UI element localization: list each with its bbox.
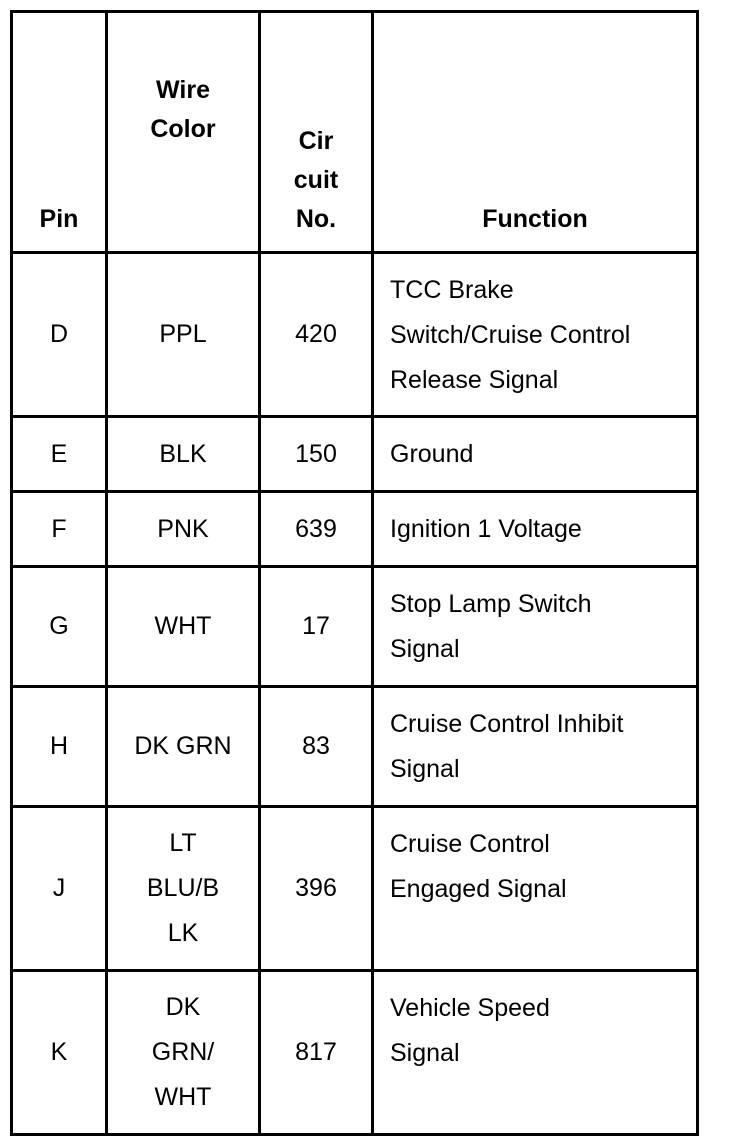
function-cell bbox=[373, 492, 698, 567]
wire-color-cell bbox=[107, 807, 260, 971]
wire-color-cell bbox=[107, 971, 260, 1135]
table-row bbox=[12, 492, 698, 567]
header-function-label: Function bbox=[482, 205, 588, 233]
wire-color-line: DK GRN bbox=[134, 732, 232, 760]
function-line: Vehicle Speed bbox=[390, 994, 550, 1022]
table-row bbox=[12, 417, 698, 492]
wire-color-cell bbox=[107, 567, 260, 687]
function-line: Switch/Cruise Control bbox=[390, 321, 631, 349]
wire-color-cell bbox=[107, 687, 260, 807]
header-function bbox=[373, 12, 698, 253]
header-circuit-number bbox=[260, 12, 373, 253]
function-line: Signal bbox=[390, 1039, 460, 1067]
wire-color-line: WHT bbox=[154, 1083, 212, 1111]
wire-color-line: LT bbox=[169, 829, 197, 857]
function-line: Cruise Control Inhibit bbox=[390, 710, 624, 738]
function-line: Ignition 1 Voltage bbox=[390, 514, 582, 543]
function-line: Signal bbox=[390, 755, 460, 783]
function-cell bbox=[373, 687, 698, 807]
wire-color-cell bbox=[107, 492, 260, 567]
function-cell bbox=[373, 971, 698, 1135]
table-row bbox=[12, 807, 698, 971]
wire-color-line: BLK bbox=[159, 439, 207, 468]
pin-cell: D bbox=[12, 253, 107, 417]
table-row bbox=[12, 253, 698, 417]
header-wire-color-line: Wire bbox=[156, 76, 210, 104]
function-line: Release Signal bbox=[390, 366, 559, 394]
circuit-number-cell: 83 bbox=[260, 687, 373, 807]
circuit-number-cell: 639 bbox=[260, 492, 373, 567]
header-circuit-line: No. bbox=[295, 205, 337, 233]
pin-cell: J bbox=[12, 807, 107, 971]
wire-color-cell bbox=[107, 417, 260, 492]
wire-color-line: LK bbox=[167, 919, 199, 947]
function-line: TCC Brake bbox=[390, 276, 514, 304]
circuit-number-cell: 17 bbox=[260, 567, 373, 687]
table-row bbox=[12, 971, 698, 1135]
function-cell bbox=[373, 253, 698, 417]
table-row bbox=[12, 567, 698, 687]
pin-cell: F bbox=[12, 492, 107, 567]
circuit-number-cell: 396 bbox=[260, 807, 373, 971]
wire-color-line: GRN/ bbox=[151, 1038, 215, 1066]
circuit-number-cell: 150 bbox=[260, 417, 373, 492]
connector-pin-table-container bbox=[10, 10, 699, 1136]
function-line: Stop Lamp Switch bbox=[390, 590, 592, 618]
pin-cell: H bbox=[12, 687, 107, 807]
header-pin bbox=[12, 12, 107, 253]
wire-color-line: DK bbox=[165, 993, 201, 1021]
pin-cell: E bbox=[12, 417, 107, 492]
function-cell bbox=[373, 807, 698, 971]
function-line: Signal bbox=[390, 635, 460, 663]
wire-color-line: WHT bbox=[154, 612, 212, 640]
wire-color-line: PNK bbox=[157, 514, 209, 543]
function-line: Cruise Control bbox=[390, 830, 550, 858]
header-pin-label: Pin bbox=[39, 205, 79, 233]
header-circuit-line: cuit bbox=[293, 166, 339, 194]
pin-cell: G bbox=[12, 567, 107, 687]
header-wire-color bbox=[107, 12, 260, 253]
function-line: Engaged Signal bbox=[390, 875, 567, 903]
table-row bbox=[12, 687, 698, 807]
function-cell bbox=[373, 567, 698, 687]
function-line: Ground bbox=[390, 439, 474, 468]
header-circuit-line: Cir bbox=[298, 127, 334, 155]
wire-color-line: PPL bbox=[159, 320, 207, 348]
function-cell bbox=[373, 417, 698, 492]
connector-pin-table bbox=[10, 10, 699, 1136]
circuit-number-cell: 817 bbox=[260, 971, 373, 1135]
wire-color-line: BLU/B bbox=[146, 874, 220, 902]
pin-cell: K bbox=[12, 971, 107, 1135]
wire-color-cell bbox=[107, 253, 260, 417]
header-row bbox=[12, 12, 698, 253]
header-wire-color-line: Color bbox=[150, 115, 216, 143]
circuit-number-cell: 420 bbox=[260, 253, 373, 417]
